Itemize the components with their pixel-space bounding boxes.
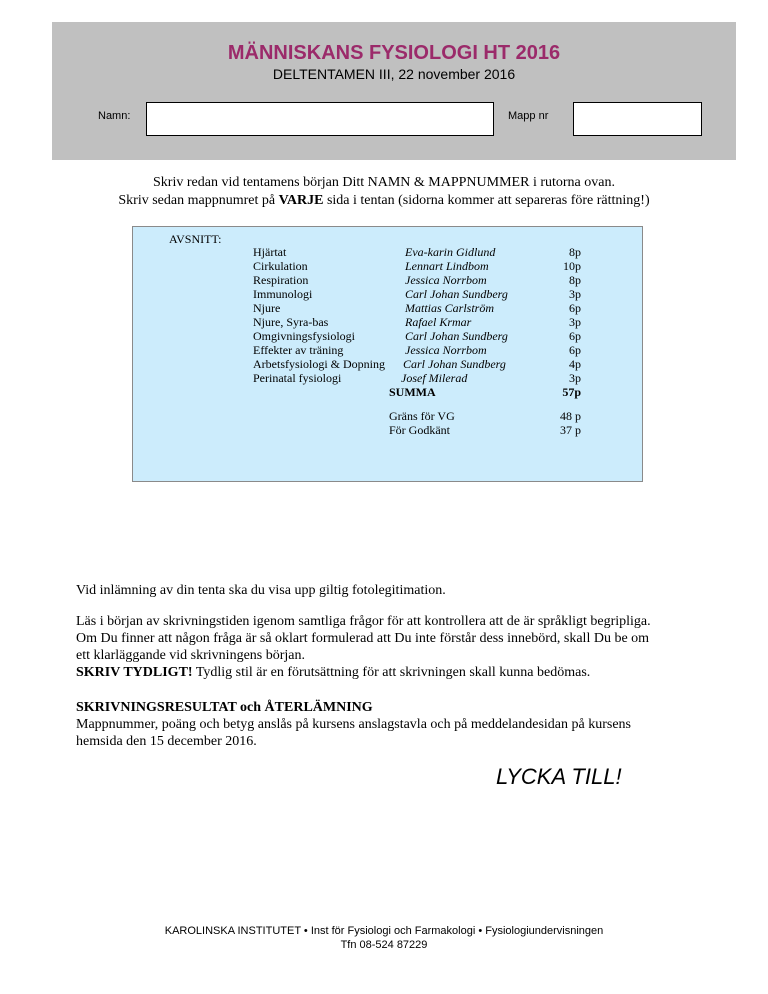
section-topic: Arbetsfysiologi & Dopning [253,357,385,371]
godkant-value: 37 p [560,423,581,437]
intro-text: Skriv sedan mappnumret på [118,193,279,208]
intro-line-1: Skriv redan vid tentamens början Ditt NAMN & MAPPNUMMER i rutorna ovan. [153,175,615,190]
section-row [133,245,642,259]
results-line: hemsida den 15 december 2016. [76,734,257,749]
godkant-row [133,423,642,437]
section-teacher: Jessica Norrbom [405,343,487,357]
section-topic: Perinatal fysiologi [253,371,342,385]
intro-text: sida i tentan (sidorna kommer att separeras före rättning!) [323,193,650,208]
section-row [133,343,642,357]
write-clearly-emphasis: SKRIV TYDLIGT! [76,665,193,680]
section-row [133,315,642,329]
section-row [133,287,642,301]
results-line: Mappnummer, poäng och betyg anslås på kursens anslagstavla och på meddelandesidan på kursens [76,717,632,732]
read-line: Läs i början av skrivningstiden igenom samtliga frågor för att kontrollera att de är språkligt begripliga. [76,614,651,629]
section-row [133,273,642,287]
godkant-label: För Godkänt [389,423,450,437]
section-topic: Njure [253,301,281,315]
section-teacher: Carl Johan Sundberg [405,329,508,343]
vg-row [133,409,642,423]
summa-row [133,385,642,399]
section-topic: Cirkulation [253,259,308,273]
summa-value: 57p [562,385,581,399]
intro-line-2 [0,192,768,210]
section-topic: Immunologi [253,287,313,301]
sections-heading: AVSNITT: [169,232,222,246]
section-topic: Respiration [253,273,309,287]
name-label: Namn: [98,110,131,122]
section-topic: Effekter av träning [253,343,344,357]
section-teacher: Carl Johan Sundberg [405,287,508,301]
summa-label: SUMMA [389,385,436,399]
section-points: 6p [569,343,581,357]
exam-subtitle: DELTENTAMEN III, 22 november 2016 [272,66,516,82]
section-points: 6p [569,329,581,343]
section-row [133,329,642,343]
results-heading: SKRIVNINGSRESULTAT och ÅTERLÄMNING [76,700,373,715]
section-points: 8p [569,245,581,259]
closing-greeting: LYCKA TILL! [496,764,622,789]
results-section [76,699,716,750]
section-teacher: Rafael Krmar [405,315,472,329]
id-note: Vid inlämning av din tenta ska du visa upp giltig fotolegitimation. [76,583,446,598]
section-teacher: Lennart Lindbom [405,259,489,273]
exam-header [52,22,736,160]
read-line: Om Du finner att någon fråga är så oklart formulerad att Du inte förstår dess innebörd, skall Du be om [76,631,650,646]
footer-line-2: Tfn 08-524 87229 [340,939,428,951]
section-topic: Omgivningsfysiologi [253,329,356,343]
write-clearly-text: Tydlig stil är en förutsättning för att skrivningen skall kunna bedömas. [192,665,591,680]
name-field[interactable] [146,102,494,136]
vg-label: Gräns för VG [389,409,455,423]
section-points: 10p [563,259,581,273]
section-topic: Hjärtat [253,245,287,259]
section-points: 3p [569,371,581,385]
section-row [133,301,642,315]
read-line: ett klarläggande vid skrivningens början. [76,648,305,663]
section-teacher: Mattias Carlström [405,301,495,315]
section-row [133,259,642,273]
intro-emphasis: VARJE [278,193,324,208]
sections-panel [132,226,643,482]
section-teacher: Carl Johan Sundberg [403,357,506,371]
section-points: 4p [569,357,581,371]
section-teacher: Eva-karin Gidlund [405,245,496,259]
mapp-field[interactable] [573,102,702,136]
section-teacher: Jessica Norrbom [405,273,487,287]
mapp-label: Mapp nr [508,110,549,122]
section-points: 6p [569,301,581,315]
section-topic: Njure, Syra-bas [253,315,329,329]
write-clearly [76,664,716,681]
section-points: 3p [569,315,581,329]
footer-line-1: KAROLINSKA INSTITUTET • Inst för Fysiologi och Farmakologi • Fysiologiundervisningen [164,925,604,937]
section-teacher: Josef Milerad [401,371,468,385]
read-instructions [76,613,716,681]
section-points: 8p [569,273,581,287]
section-row [133,357,642,371]
exam-title: MÄNNISKANS FYSIOLOGI HT 2016 [227,42,561,64]
footer [0,924,768,952]
vg-value: 48 p [560,409,581,423]
section-row [133,371,642,385]
section-points: 3p [569,287,581,301]
